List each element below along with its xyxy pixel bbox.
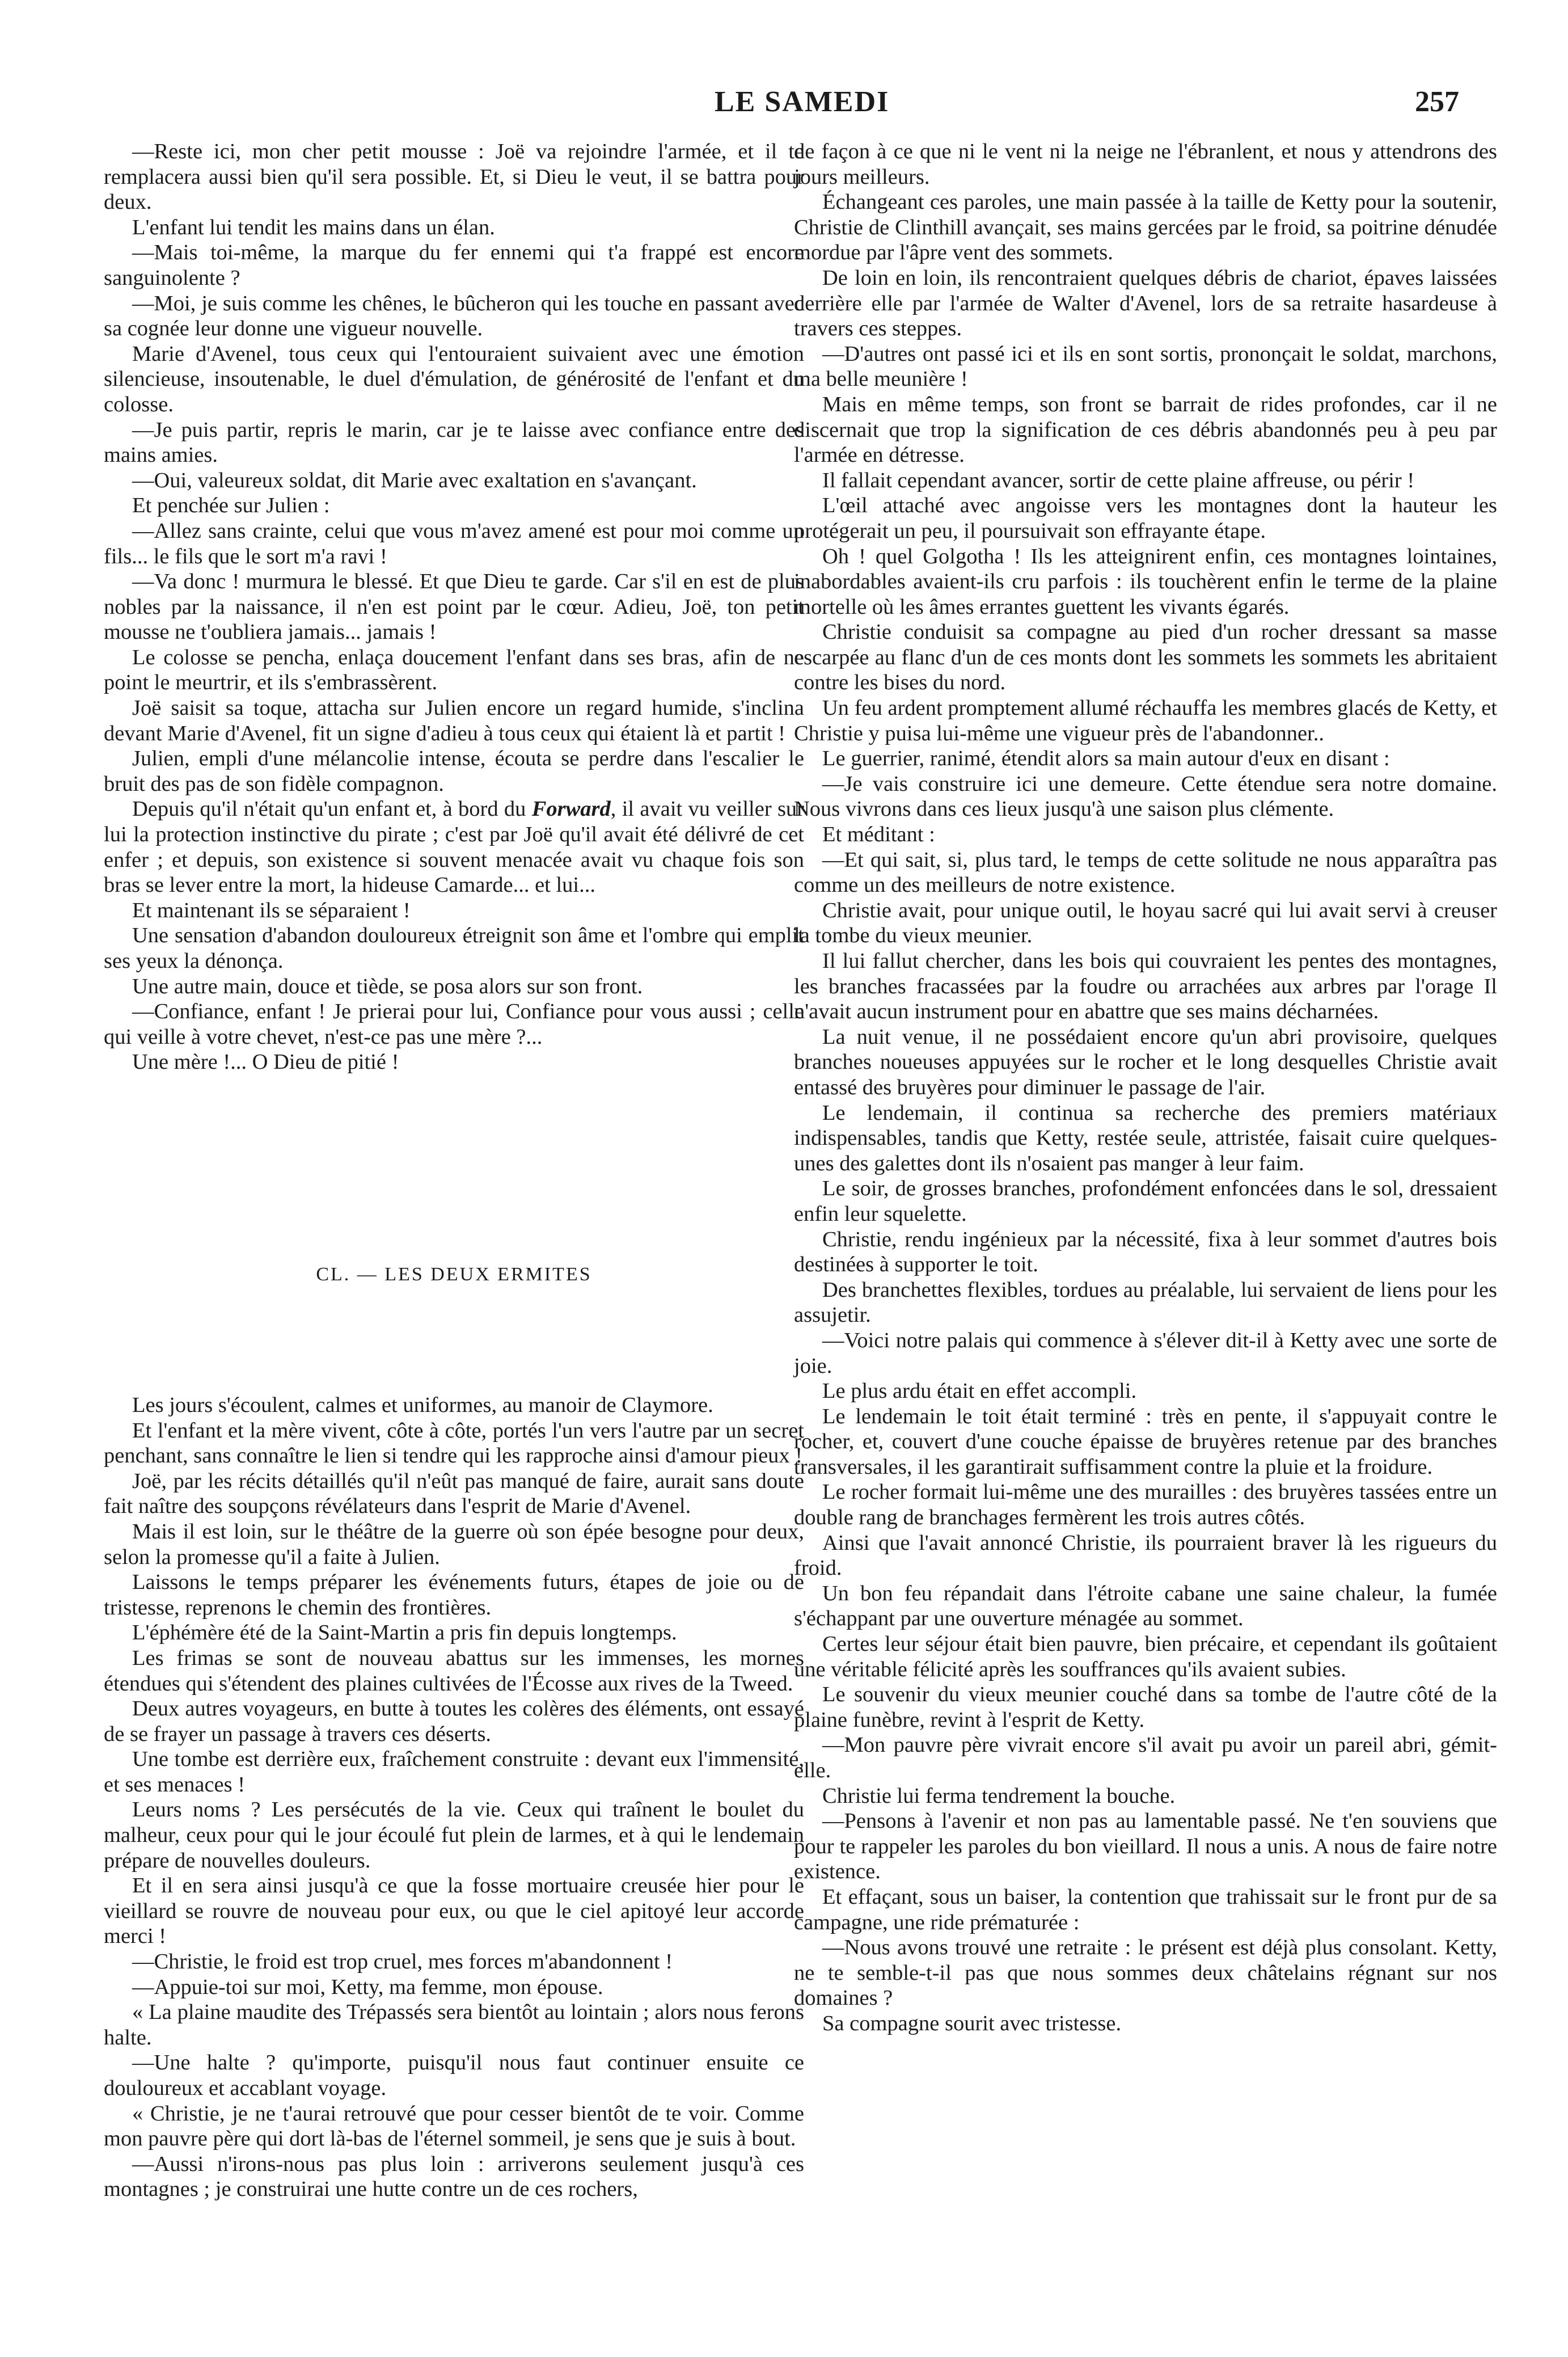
- paragraph: Un feu ardent promptement allumé réchauffa les membres glacés de Ketty, et Christie y puisa lui-même une vigueur près de l'abandonner..: [794, 696, 1497, 745]
- paragraph: Et penchée sur Julien :: [132, 494, 330, 518]
- paragraph: Christie lui ferma tendrement la bouche.: [822, 1783, 1176, 1808]
- paragraph: —Reste ici, mon cher petit mousse : Joë va rejoindre l'armée, et il te remplacera aussi bien qu'il sera possible. Et, si Dieu le veut, il se battra pour deux.: [104, 140, 804, 214]
- paragraph: —Et qui sait, si, plus tard, le temps de cette solitude ne nous apparaîtra pas comme un des meilleurs de notre existence.: [794, 847, 1497, 897]
- paragraph: —Allez sans crainte, celui que vous m'avez amené est pour moi comme un fils... le fils que le sort m'a ravi !: [104, 518, 804, 568]
- publication-title: LE SAMEDI: [715, 86, 890, 118]
- paragraph: Le rocher formait lui-même une des murailles : des bruyères tassées entre un double rang de branchages fermèrent les trois autres côtés.: [794, 1480, 1497, 1530]
- paragraph: Oh ! quel Golgotha ! Ils les atteignirent enfin, ces montagnes lointaines, inabordables avaient-ils cru parfois : ils touchèrent enfin le terme de la plaine mortelle où les âmes errantes guettent les vivants égarés.: [794, 544, 1497, 619]
- paragraph: —Appuie-toi sur moi, Ketty, ma femme, mon épouse.: [132, 1975, 603, 1999]
- paragraph: Des branchettes flexibles, tordues au préalable, lui servaient de liens pour les assujetir.: [794, 1277, 1497, 1327]
- paragraph: Mais il est loin, sur le théâtre de la guerre où son épée besogne pour deux, selon la promesse qu'il a faite à Julien.: [104, 1519, 804, 1569]
- paragraph: Une tombe est derrière eux, fraîchement construite : devant eux l'immensité, et ses menaces !: [104, 1747, 804, 1797]
- paragraph: Christie avait, pour unique outil, le hoyau sacré qui lui avait servi à creuser la tombe du vieux meunier.: [794, 898, 1497, 948]
- paragraph: Un bon feu répandait dans l'étroite cabane une saine chaleur, la fumée s'échappant par une ouverture ménagée au sommet.: [794, 1581, 1497, 1631]
- paragraph: Leurs noms ? Les persécutés de la vie. Ceux qui traînent le boulet du malheur, ceux pour qui le jour écoulé fut plein de larmes, et à qui le lendemain prépare de nouvelles douleurs.: [104, 1798, 804, 1873]
- paragraph: Les jours s'écoulent, calmes et uniformes, au manoir de Claymore.: [132, 1393, 713, 1417]
- paragraph: L'enfant lui tendit les mains dans un élan.: [132, 215, 495, 239]
- paragraph: Il fallait cependant avancer, sortir de cette plaine affreuse, ou périr !: [822, 468, 1415, 492]
- paragraph: —Va donc ! murmura le blessé. Et que Dieu te garde. Car s'il en est de plus nobles par la naissance, il n'en est point par le cœur. Adieu, Joë, ton petit mousse ne t'oubliera jamais... jamais !: [104, 570, 804, 644]
- paragraph: Les frimas se sont de nouveau abattus sur les immenses, les mornes étendues qui s'étendent des plaines cultivées de l'Écosse aux rives de la Tweed.: [104, 1646, 804, 1696]
- page-header: [0, 85, 1568, 125]
- paragraph: Le lendemain le toit était terminé : très en pente, il s'appuyait contre le rocher, et, couvert d'une couche épaisse de bruyères retenue par des branches transversales, il les garantirait suffisamment contre la pluie et la froidure.: [794, 1404, 1497, 1479]
- paragraph: Mais en même temps, son front se barrait de rides profondes, car il ne discernait que trop la signification de ces débris abandonnés peu à peu par l'armée en détresse.: [794, 392, 1497, 467]
- paragraph: —Je vais construire ici une demeure. Cette étendue sera notre domaine. Nous vivrons dans ces lieux jusqu'à une saison plus clémente.: [794, 771, 1497, 821]
- section-heading: [104, 1075, 804, 1393]
- paragraph: —Oui, valeureux soldat, dit Marie avec exaltation en s'avançant.: [132, 468, 697, 492]
- paragraph: Joë saisit sa toque, attacha sur Julien encore un regard humide, s'inclina devant Marie d'Avenel, fit un signe d'adieu à tous ceux qui étaient là et partit !: [104, 696, 804, 745]
- forward-text-after: , il avait vu veiller sur lui la protection instinctive du pirate ; c'est par Joë qu'il avait été délivré de cet enfer ; et depuis, son existence si souvent menacée avait vu chaque fois son bras se lever entre la mort, la hideuse Camarde... et lui...: [104, 797, 804, 897]
- paragraph: Il lui fallut chercher, dans les bois qui couvraient les pentes des montagnes, les branches fracassées par la foudre ou arrachées aux arbres par l'orage Il n'avait aucun instrument pour en abattre que ses mains décharnées.: [794, 949, 1497, 1024]
- page-number: 257: [1415, 86, 1459, 118]
- paragraph: Christie, rendu ingénieux par la nécessité, fixa à leur sommet d'autres bois destinées à supporter le toit.: [794, 1227, 1497, 1277]
- paragraph: Une sensation d'abandon douloureux étreignit son âme et l'ombre qui emplit ses yeux la dénonça.: [104, 924, 804, 973]
- paragraph: —Aussi n'irons-nous pas plus loin : arriverons seulement jusqu'à ces montagnes ; je construirai une hutte contre un de ces rochers,: [104, 2152, 804, 2202]
- section-title: CL. — LES DEUX ERMITES: [316, 1263, 592, 1285]
- paragraph: Une autre main, douce et tiède, se posa alors sur son front.: [132, 974, 643, 998]
- paragraph: Sa compagne sourit avec tristesse.: [822, 2011, 1122, 2035]
- paragraph: La nuit venue, il ne possédaient encore qu'un abri provisoire, quelques branches noueuses appuyées sur le rocher et le long desquelles Christie avait entassé des bruyères pour diminuer le passage de l'air.: [794, 1024, 1497, 1099]
- paragraph: Marie d'Avenel, tous ceux qui l'entouraient suivaient avec une émotion silencieuse, insoutenable, le duel d'émulation, de générosité de l'enfant et du colosse.: [104, 341, 804, 416]
- paragraph: Laissons le temps préparer les événements futurs, étapes de joie ou de tristesse, reprenons le chemin des frontières.: [104, 1570, 804, 1620]
- paragraph: Deux autres voyageurs, en butte à toutes les colères des éléments, ont essayé de se frayer un passage à travers ces déserts.: [104, 1697, 804, 1746]
- paragraph: Et l'enfant et la mère vivent, côte à côte, portés l'un vers l'autre par un secret penchant, sans connaître le lien si tendre qui les rapproche ainsi d'amour pieux !: [104, 1418, 804, 1468]
- paragraph: Une mère !... O Dieu de pitié !: [132, 1050, 399, 1074]
- paragraph: Joë, par les récits détaillés qu'il n'eût pas manqué de faire, aurait sans doute fait naître des soupçons révélateurs dans l'esprit de Marie d'Avenel.: [104, 1469, 804, 1519]
- paragraph: —Nous avons trouvé une retraite : le présent est déjà plus consolant. Ketty, ne te semble-t-il pas que nous sommes deux châtelains régnant sur nos domaines ?: [794, 1936, 1497, 2010]
- paragraph-continuation: de façon à ce que ni le vent ni la neige ne l'ébranlent, et nous y attendrons des jours meilleurs.: [794, 140, 1497, 189]
- paragraph-forward: [104, 796, 804, 897]
- paragraph: —Une halte ? qu'importe, puisqu'il nous faut continuer ensuite ce douloureux et accablant voyage.: [104, 2051, 804, 2100]
- paragraph: Échangeant ces paroles, une main passée à la taille de Ketty pour la soutenir, Christie de Clinthill avançait, ses mains gercées par le froid, sa poitrine dénudée mordue par l'âpre vent des sommets.: [794, 190, 1497, 265]
- paragraph: Et il en sera ainsi jusqu'à ce que la fosse mortuaire creusée hier pour le vieillard se rouvre de nouveau pour eux, ou que le ciel apitoyé leur accorde merci !: [104, 1874, 804, 1949]
- paragraph: L'éphémère été de la Saint-Martin a pris fin depuis longtemps.: [132, 1621, 677, 1645]
- paragraph: Le guerrier, ranimé, étendit alors sa main autour d'eux en disant :: [822, 747, 1390, 771]
- paragraph: Le plus ardu était en effet accompli.: [822, 1379, 1137, 1403]
- paragraph: —Je puis partir, repris le marin, car je te laisse avec confiance entre des mains amies.: [104, 418, 804, 467]
- paragraph: Le souvenir du vieux meunier couché dans sa tombe de l'autre côté de la plaine funèbre, revint à l'esprit de Ketty.: [794, 1683, 1497, 1732]
- paragraph: —Voici notre palais qui commence à s'élever dit-il à Ketty avec une sorte de joie.: [794, 1328, 1497, 1378]
- paragraph: —Mais toi-même, la marque du fer ennemi qui t'a frappé est encore sanguinolente ?: [104, 241, 804, 290]
- ship-name: Forward: [531, 797, 611, 821]
- paragraph: De loin en loin, ils rencontraient quelques débris de chariot, épaves laissées derrière elle par l'armée de Walter d'Avenel, lors de sa retraite hasardeuse à travers ces steppes.: [794, 265, 1497, 341]
- left-paragraphs-c: [104, 1393, 804, 2202]
- paragraph: Le lendemain, il continua sa recherche des premiers matériaux indispensables, tandis que Ketty, restée seule, attristée, faisait cuire quelques-unes des galettes dont ils n'osaient pas manger à leur faim.: [794, 1101, 1497, 1175]
- paragraph: —Moi, je suis comme les chênes, le bûcheron qui les touche en passant avec sa cognée leur donne une vigueur nouvelle.: [104, 291, 804, 341]
- paragraph: Certes leur séjour était bien pauvre, bien précaire, et cependant ils goûtaient une véritable félicité après les souffrances qu'ils avaient subies.: [794, 1632, 1497, 1681]
- paragraph: Le soir, de grosses branches, profondément enfoncées dans le sol, dressaient enfin leur squelette.: [794, 1177, 1497, 1226]
- paragraph: —Mon pauvre père vivrait encore s'il avait pu avoir un pareil abri, gémit-elle.: [794, 1733, 1497, 1782]
- paragraph: —Confiance, enfant ! Je prierai pour lui, Confiance pour vous aussi ; celle qui veille à votre chevet, n'est-ce pas une mère ?...: [104, 1000, 804, 1049]
- right-column: [794, 139, 1497, 2036]
- left-paragraphs-a: [104, 139, 804, 1075]
- forward-text-before: Depuis qu'il n'était qu'un enfant et, à bord du: [132, 797, 532, 821]
- paragraph: —Christie, le froid est trop cruel, mes forces m'abandonnent !: [132, 1950, 673, 1974]
- paragraph: Le colosse se pencha, enlaça doucement l'enfant dans ses bras, afin de ne point le meurtrir, et ils s'embrassèrent.: [104, 645, 804, 695]
- paragraph: Et méditant :: [822, 823, 935, 847]
- left-column: [104, 139, 804, 2202]
- paragraph: —Pensons à l'avenir et non pas au lamentable passé. Ne t'en souviens que pour te rappeler les paroles du bon vieillard. Il nous a unis. A nous de faire notre existence.: [794, 1809, 1497, 1884]
- paragraph: —D'autres ont passé ici et ils en sont sortis, prononçait le soldat, marchons, ma belle meunière !: [794, 341, 1497, 391]
- paragraph: « Christie, je ne t'aurai retrouvé que pour cesser bientôt de te voir. Comme mon pauvre père qui dort là-bas de l'éternel sommeil, je sens que je suis à bout.: [104, 2101, 804, 2151]
- paragraph: Christie conduisit sa compagne au pied d'un rocher dressant sa masse escarpée au flanc d'un de ces monts dont les sommets les sommets les abritaient contre les bises du nord.: [794, 620, 1497, 695]
- paragraph: « La plaine maudite des Trépassés sera bientôt au lointain ; alors nous ferons halte.: [104, 2000, 804, 2050]
- paragraph: Julien, empli d'une mélancolie intense, écouta se perdre dans l'escalier le bruit des pas de son fidèle compagnon.: [104, 747, 804, 796]
- paragraph: Et effaçant, sous un baiser, la contention que trahissait sur le front pur de sa campagne, une ride prématurée :: [794, 1884, 1497, 1934]
- paragraph: Et maintenant ils se séparaient !: [132, 898, 411, 922]
- paragraph: L'œil attaché avec angoisse vers les montagnes dont la hauteur les protégerait un peu, il poursuivait son effrayante étape.: [794, 494, 1497, 543]
- paragraph: Ainsi que l'avait annoncé Christie, ils pourraient braver là les rigueurs du froid.: [794, 1530, 1497, 1580]
